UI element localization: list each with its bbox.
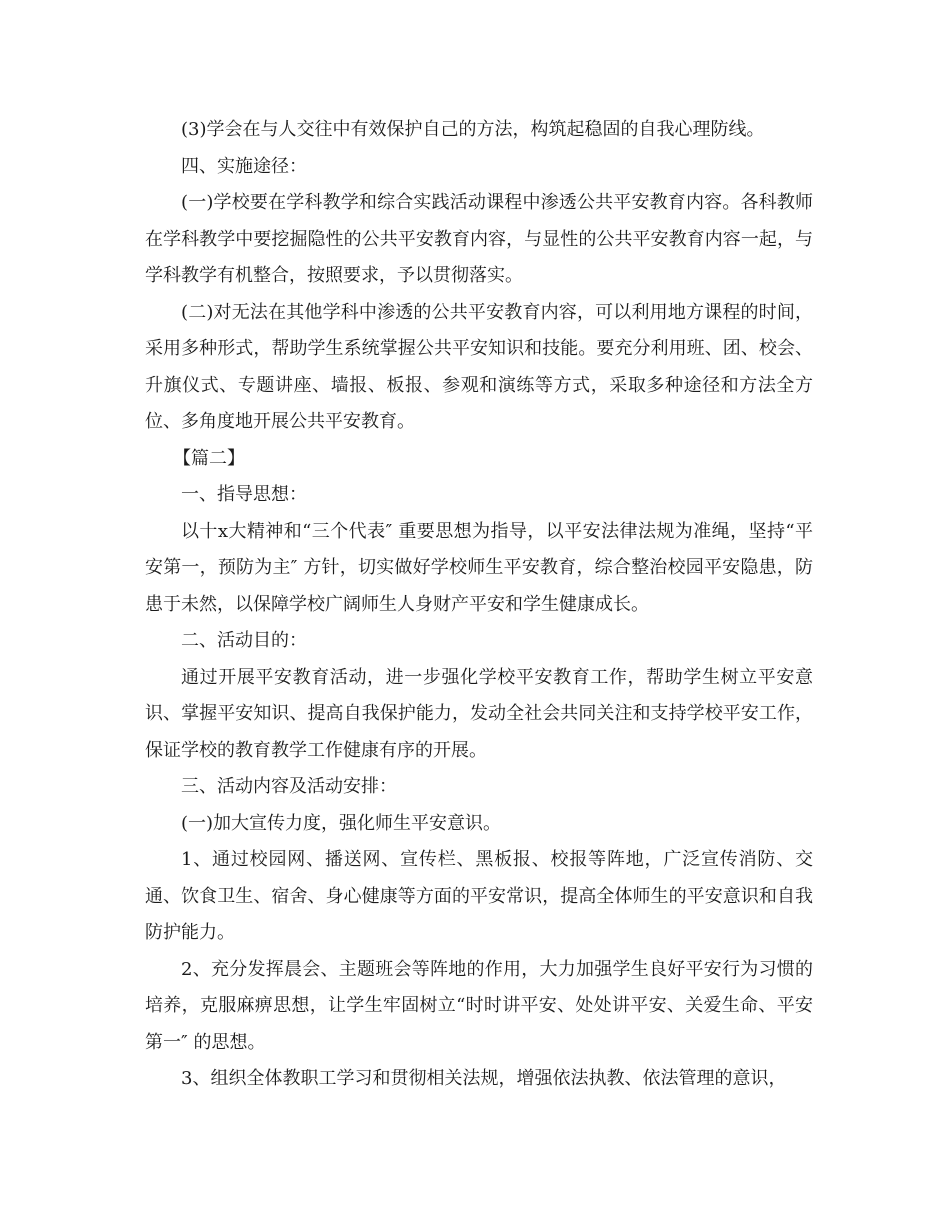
list-item-3: 3、组织全体教职工学习和贯彻相关法规，增强依法执教、依法管理的意识， bbox=[181, 1068, 787, 1089]
heading-guiding-ideology: 一、指导思想： bbox=[181, 484, 307, 505]
paragraph-publicity: (一)加大宣传力度，强化师生平安意识。 bbox=[181, 812, 502, 834]
paragraph-implementation-2: (二)对无法在其他学科中渗透的公共平安教育内容，可以利用地方课程的时间，采用多种形式，帮助学生系统掌握公共平安知识和技能。要充分利用班、团、校会、升旗仪式、专题讲座、墙报、板报、参观和演练等方式，采取多种途径和方法全方位、多角度地开展公共平安教育。 bbox=[145, 301, 813, 432]
heading-activity-purpose: 二、活动目的： bbox=[181, 630, 307, 651]
paragraph-goal-3: (3)学会在与人交往中有效保护自己的方法，构筑起稳固的自我心理防线。 bbox=[181, 119, 765, 140]
paragraph-guiding-ideology: 以十x大精神和“三个代表″ 重要思想为指导，以平安法律法规为准绳，坚持“平安第一，预防为主″ 方针，切实做好学校师生平安教育，综合整治校园平安隐患，防患于未然，以保障学校广阔师生人身财产平安和学生健康成长。 bbox=[145, 520, 813, 615]
heading-implementation: 四、实施途径： bbox=[181, 155, 307, 177]
paragraph-activity-purpose: 通过开展平安教育活动，进一步强化学校平安教育工作，帮助学生树立平安意识、掌握平安知识、提高自我保护能力，发动全社会共同关注和支持学校平安工作，保证学校的教育教学工作健康有序的开展。 bbox=[145, 666, 813, 761]
heading-activity-content: 三、活动内容及活动安排： bbox=[181, 776, 397, 797]
list-item-1: 1、通过校园网、播送网、宣传栏、黑板报、校报等阵地，广泛宣传消防、交通、饮食卫生、宿舍、身心健康等方面的平安常识，提高全体师生的平安意识和自我防护能力。 bbox=[145, 849, 813, 943]
document-body bbox=[145, 112, 813, 1098]
paragraph-implementation-1: (一)学校要在学科教学和综合实践活动课程中渗透公共平安教育内容。各科教师在学科教学中要挖掘隐性的公共平安教育内容，与显性的公共平安教育内容一起，与学科教学有机整合，按照要求，予以贯彻落实。 bbox=[145, 192, 813, 286]
section-marker-part-two: 【篇二】 bbox=[173, 447, 245, 469]
list-item-2: 2、充分发挥晨会、主题班会等阵地的作用，大力加强学生良好平安行为习惯的培养，克服麻痹思想，让学生牢固树立“时时讲平安、处处讲平安、关爱生命、平安第一″ 的思想。 bbox=[145, 958, 813, 1053]
